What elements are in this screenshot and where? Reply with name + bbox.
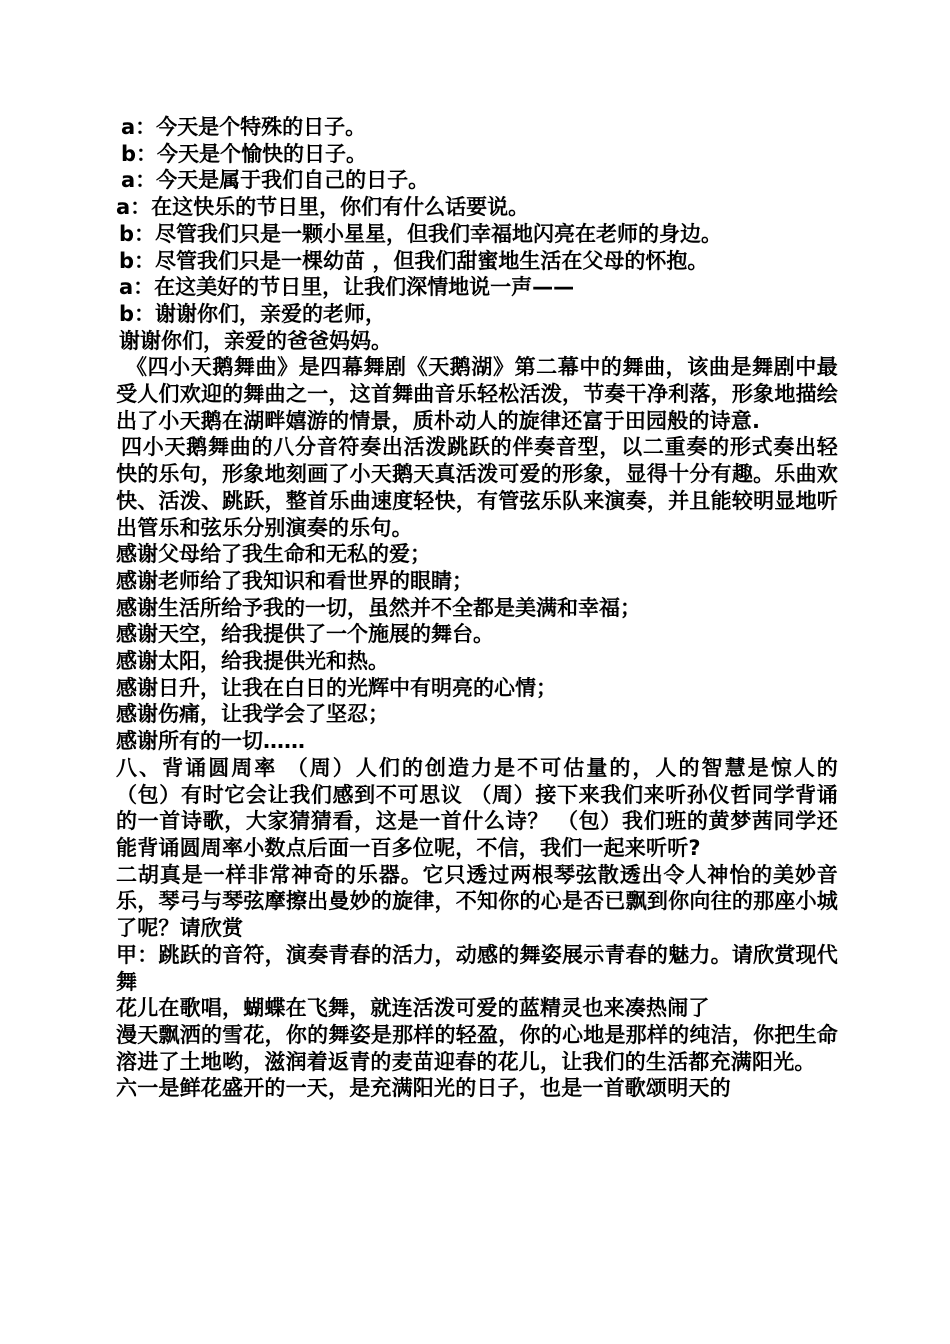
thanks-line: 感谢太阳，给我提供光和热。 <box>116 649 389 674</box>
dialogue-line: 谢谢你们，亲爱的爸爸妈妈。 <box>119 328 392 353</box>
thanks-line: 感谢所有的一切…… <box>116 729 305 754</box>
thanks-line: 感谢父母给了我生命和无私的爱； <box>116 542 431 567</box>
paragraph-swan-lake: 《四小天鹅舞曲》是四幕舞剧《天鹅湖》第二幕中的舞曲，该曲是舞剧中最受人们欢迎的舞曲之一，这首舞曲音乐轻松活泼，节奏干净利落，形象地描绘出了小天鹅在湖畔嬉游的情景，质朴动人的旋律还富于田园般的诗意. <box>116 355 838 433</box>
thanks-section <box>116 541 838 755</box>
paragraph-erhu: 二胡真是一样非常神奇的乐器。它只透过两根琴弦散透出令人神怡的美妙音乐，琴弓与琴弦摩擦出曼妙的旋律，不知你的心是否已飘到你向往的那座小城了呢？请欣赏 <box>116 862 838 941</box>
thanks-line: 感谢日升，让我在白日的光辉中有明亮的心情； <box>116 675 557 700</box>
thanks-line: 感谢老师给了我知识和看世界的眼睛； <box>116 568 473 593</box>
dialogue-section <box>116 114 838 354</box>
dialogue-line: a：今天是属于我们自己的日子。 <box>121 168 430 193</box>
paragraph-flowers: 花儿在歌唱，蝴蝶在飞舞，就连活泼可爱的蓝精灵也来凑热闹了 <box>116 996 710 1021</box>
dialogue-line: b：尽管我们只是一棵幼苗 ，但我们甜蜜地生活在父母的怀抱。 <box>119 248 709 273</box>
paragraph-swan-detail: 四小天鹅舞曲的八分音符奏出活泼跳跃的伴奏音型，以二重奏的形式奏出轻快的乐句，形象地刻画了小天鹅天真活泼可爱的形象，显得十分有趣。乐曲欢快、活泼、跳跃，整首乐曲速度轻快，有管弦乐队来演奏，并且能较明显地听出管乐和弦乐分别演奏的乐句。 <box>116 435 838 540</box>
dialogue-line: b：谢谢你们，亲爱的老师， <box>119 301 387 326</box>
paragraph-snow: 漫天飘洒的雪花，你的舞姿是那样的轻盈，你的心地是那样的纯洁，你把生命溶进了土地哟，滋润着返青的麦苗迎春的花儿，让我们的生活都充满阳光。 <box>116 1022 838 1074</box>
dialogue-line: b：尽管我们只是一颗小星星，但我们幸福地闪亮在老师的身边。 <box>119 221 723 246</box>
thanks-line: 感谢生活所给予我的一切，虽然并不全都是美满和幸福； <box>116 595 641 620</box>
dialogue-line: b：今天是个愉快的日子。 <box>121 141 368 166</box>
paragraph-june-first: 六一是鲜花盛开的一天，是充满阳光的日子，也是一首歌颂明天的 <box>116 1076 731 1101</box>
thanks-line: 感谢天空，给我提供了一个施展的舞台。 <box>116 622 494 647</box>
dialogue-line: a：在这快乐的节日里，你们有什么话要说。 <box>116 195 530 220</box>
paragraph-pi-recital: 八、背诵圆周率 （周）人们的创造力是不可估量的，人的智慧是惊人的 （包）有时它会让我们感到不可思议 （周）接下来我们来听孙仪哲同学背诵的一首诗歌，大家猜猜看，这是一首什么诗？ （包）我们班的黄梦茜同学还能背诵圆周率小数点后面一百多位呢，不信，我们一起来听听? <box>116 755 838 860</box>
thanks-line: 感谢伤痛，让我学会了坚忍； <box>116 702 389 727</box>
document-page <box>116 114 838 1102</box>
dialogue-line: a：在这美好的节日里，让我们深情地说一声—— <box>119 275 575 300</box>
paragraph-modern-dance: 甲：跳跃的音符，演奏青春的活力，动感的舞姿展示青春的魅力。请欣赏现代舞 <box>116 942 838 994</box>
dialogue-line: a：今天是个特殊的日子。 <box>121 115 367 139</box>
